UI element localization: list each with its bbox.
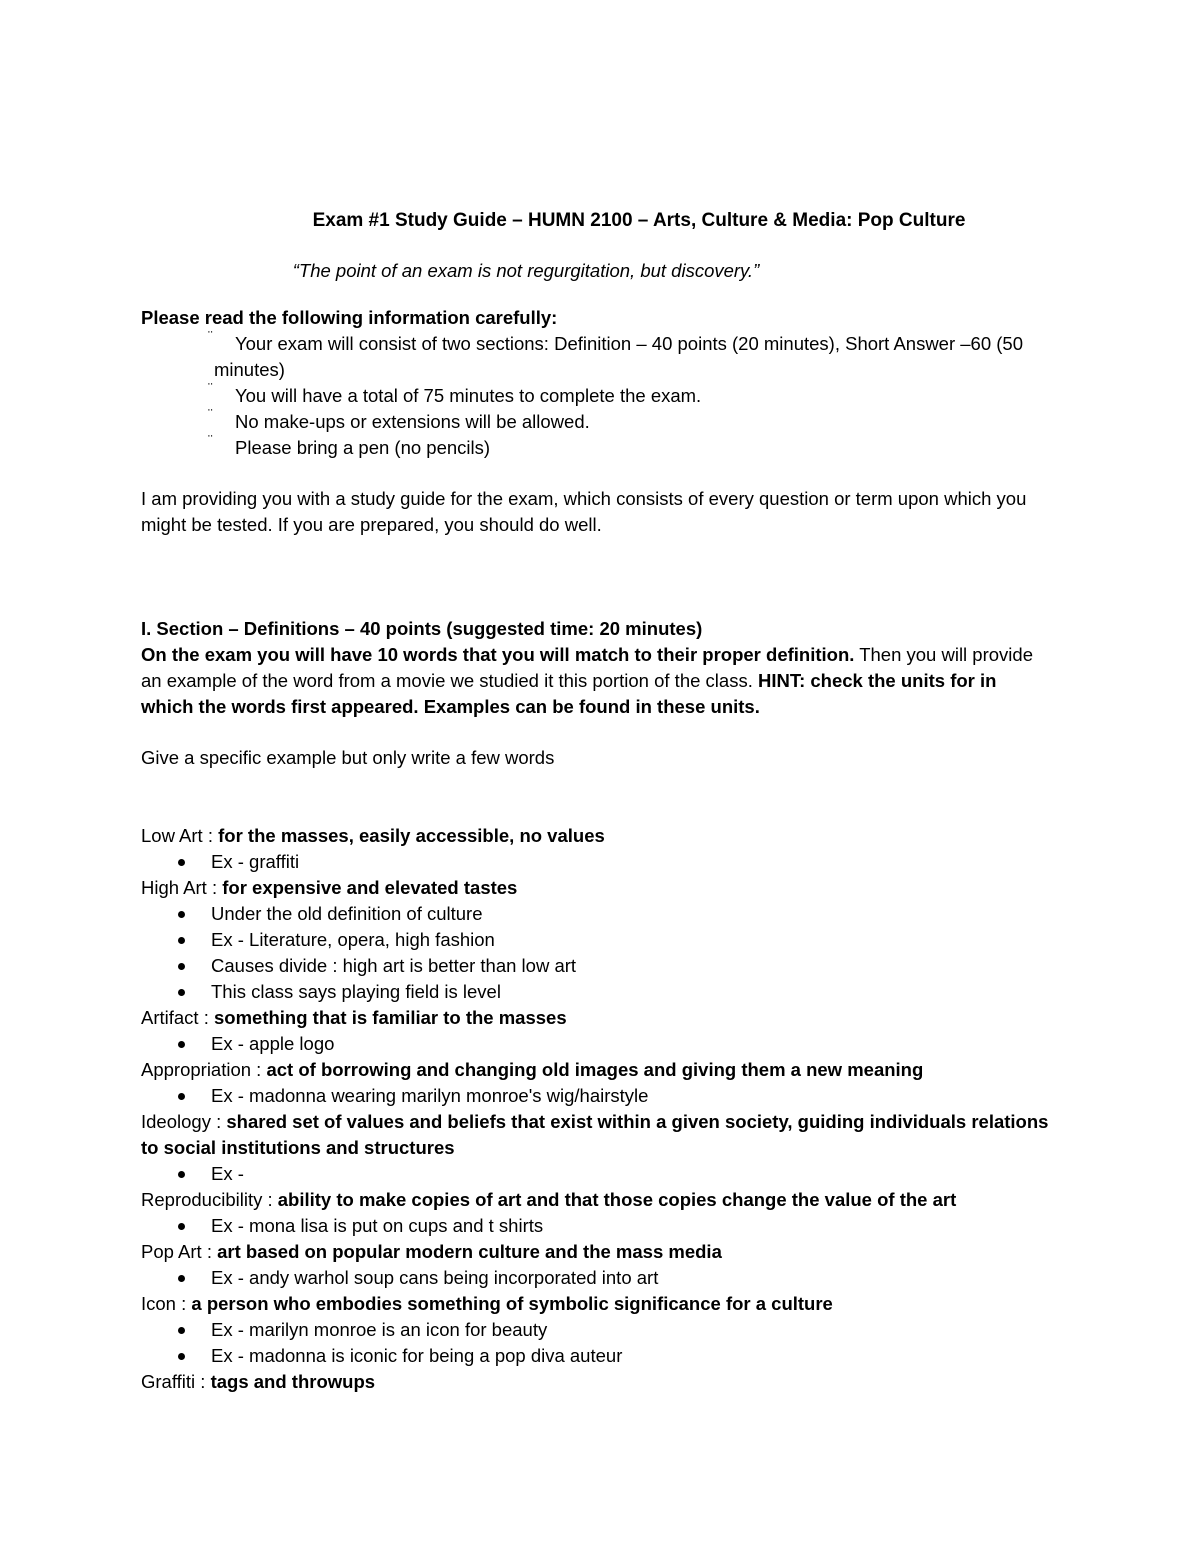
- term-entry: [141, 1005, 1051, 1031]
- example-item: [141, 1031, 1051, 1057]
- bullet-icon: [178, 1171, 185, 1178]
- example-text: Under the old definition of culture: [211, 903, 483, 924]
- term-entry: [141, 1239, 1051, 1265]
- term-definition: tags and throwups: [210, 1371, 376, 1392]
- instruction-item: ¨ You will have a total of 75 minutes to complete the exam.: [214, 383, 1054, 409]
- note-marker-icon: ¨: [208, 432, 213, 448]
- bullet-icon: [178, 859, 185, 866]
- example-item: [141, 1083, 1051, 1109]
- bullet-icon: [178, 1223, 185, 1230]
- epigraph-quote: “The point of an exam is not regurgitation, but discovery.”: [292, 260, 760, 281]
- term-definition: a person who embodies something of symbolic significance for a culture: [191, 1293, 833, 1314]
- instruction-item: ¨ No make-ups or extensions will be allowed.: [214, 409, 1054, 435]
- term-examples: [141, 1161, 1051, 1187]
- term-definition: ability to make copies of art and that those copies change the value of the art: [277, 1189, 957, 1210]
- example-text: Ex - marilyn monroe is an icon for beauty: [211, 1319, 548, 1340]
- term-definition: something that is familiar to the masses: [214, 1007, 567, 1028]
- example-text: Ex - graffiti: [211, 851, 300, 872]
- term-definition: art based on popular modern culture and the mass media: [217, 1241, 722, 1262]
- term-entry: [141, 823, 1051, 849]
- page-title: Exam #1 Study Guide – HUMN 2100 – Arts, Culture & Media: Pop Culture: [312, 210, 966, 231]
- bullet-icon: [178, 1327, 185, 1334]
- term-definition: act of borrowing and changing old images and giving them a new meaning: [266, 1059, 924, 1080]
- bullet-icon: [178, 989, 185, 996]
- term-entry: [141, 1291, 1051, 1317]
- example-text: Ex - andy warhol soup cans being incorporated into art: [211, 1267, 659, 1288]
- instructions-list: [208, 328, 1054, 461]
- example-note: Give a specific example but only write a few words: [141, 747, 555, 768]
- term-name: Pop Art :: [141, 1241, 218, 1262]
- example-text: Causes divide : high art is better than low art: [211, 955, 577, 976]
- example-text: Ex - apple logo: [211, 1033, 335, 1054]
- term-name: High Art :: [141, 877, 223, 898]
- instructions-heading: Please read the following information carefully:: [141, 307, 558, 328]
- term-examples: [141, 1031, 1051, 1057]
- term-examples: [141, 1317, 1051, 1369]
- example-item: [141, 1343, 1051, 1369]
- instruction-item: ¨ Please bring a pen (no pencils): [214, 435, 1054, 461]
- example-text: Ex - mona lisa is put on cups and t shirts: [211, 1215, 544, 1236]
- example-item: [141, 1213, 1051, 1239]
- example-item: [141, 927, 1051, 953]
- term-entry: [141, 1057, 1051, 1083]
- term-examples: [141, 1083, 1051, 1109]
- term-definition: for expensive and elevated tastes: [222, 877, 518, 898]
- example-text: Ex - Literature, opera, high fashion: [211, 929, 495, 950]
- term-name: Appropriation :: [141, 1059, 267, 1080]
- example-item: [141, 979, 1051, 1005]
- term-definition: shared set of values and beliefs that exist within a given society, guiding individuals relations to social institutions and structures: [141, 1111, 1049, 1158]
- term-name: Ideology :: [141, 1111, 227, 1132]
- example-item: [141, 953, 1051, 979]
- example-item: [141, 1161, 1051, 1187]
- term-entry: [141, 1369, 1051, 1395]
- term-name: Icon :: [141, 1293, 192, 1314]
- bullet-icon: [178, 911, 185, 918]
- example-text: Ex - madonna is iconic for being a pop diva auteur: [211, 1345, 623, 1366]
- bullet-icon: [178, 937, 185, 944]
- term-examples: [141, 1213, 1051, 1239]
- term-name: Low Art :: [141, 825, 219, 846]
- example-text: Ex - madonna wearing marilyn monroe's wig/hairstyle: [211, 1085, 649, 1106]
- example-item: [141, 1317, 1051, 1343]
- bullet-icon: [178, 1093, 185, 1100]
- term-examples: [141, 901, 1051, 1005]
- example-text: Ex -: [211, 1163, 244, 1184]
- term-examples: [141, 1265, 1051, 1291]
- instruction-item: ¨ Your exam will consist of two sections: Definition – 40 points (20 minutes), Short Answer –60 (50 minutes): [214, 331, 1054, 383]
- term-examples: [141, 849, 1051, 875]
- term-name: Artifact :: [141, 1007, 214, 1028]
- example-item: [141, 901, 1051, 927]
- note-marker-icon: ¨: [208, 380, 213, 396]
- bullet-icon: [178, 1041, 185, 1048]
- term-entry: [141, 1187, 1051, 1213]
- bullet-icon: [178, 963, 185, 970]
- section-heading: I. Section – Definitions – 40 points (suggested time: 20 minutes): [141, 618, 703, 639]
- example-text: This class says playing field is level: [211, 981, 501, 1002]
- intro-paragraph: I am providing you with a study guide for the exam, which consists of every question or term upon which you might be tested. If you are prepared, you should do well.: [141, 488, 1027, 535]
- term-name: Reproducibility :: [141, 1189, 278, 1210]
- bullet-icon: [178, 1275, 185, 1282]
- term-definition: for the masses, easily accessible, no values: [218, 825, 605, 846]
- bullet-icon: [178, 1353, 185, 1360]
- term-entry: [141, 1109, 1051, 1161]
- note-marker-icon: ¨: [208, 328, 213, 344]
- terms-list: [141, 823, 1051, 1395]
- example-item: [141, 1265, 1051, 1291]
- term-name: Graffiti :: [141, 1371, 211, 1392]
- term-entry: [141, 875, 1051, 901]
- section-description: On the exam you will have 10 words that you will match to their proper definition. Then you will provide an example of the word from a movie we studied it this portion of the class. HINT: check the units for in which the words first appeared. Examples can be found in these units.: [141, 644, 1033, 717]
- note-marker-icon: ¨: [208, 406, 213, 422]
- example-item: [141, 849, 1051, 875]
